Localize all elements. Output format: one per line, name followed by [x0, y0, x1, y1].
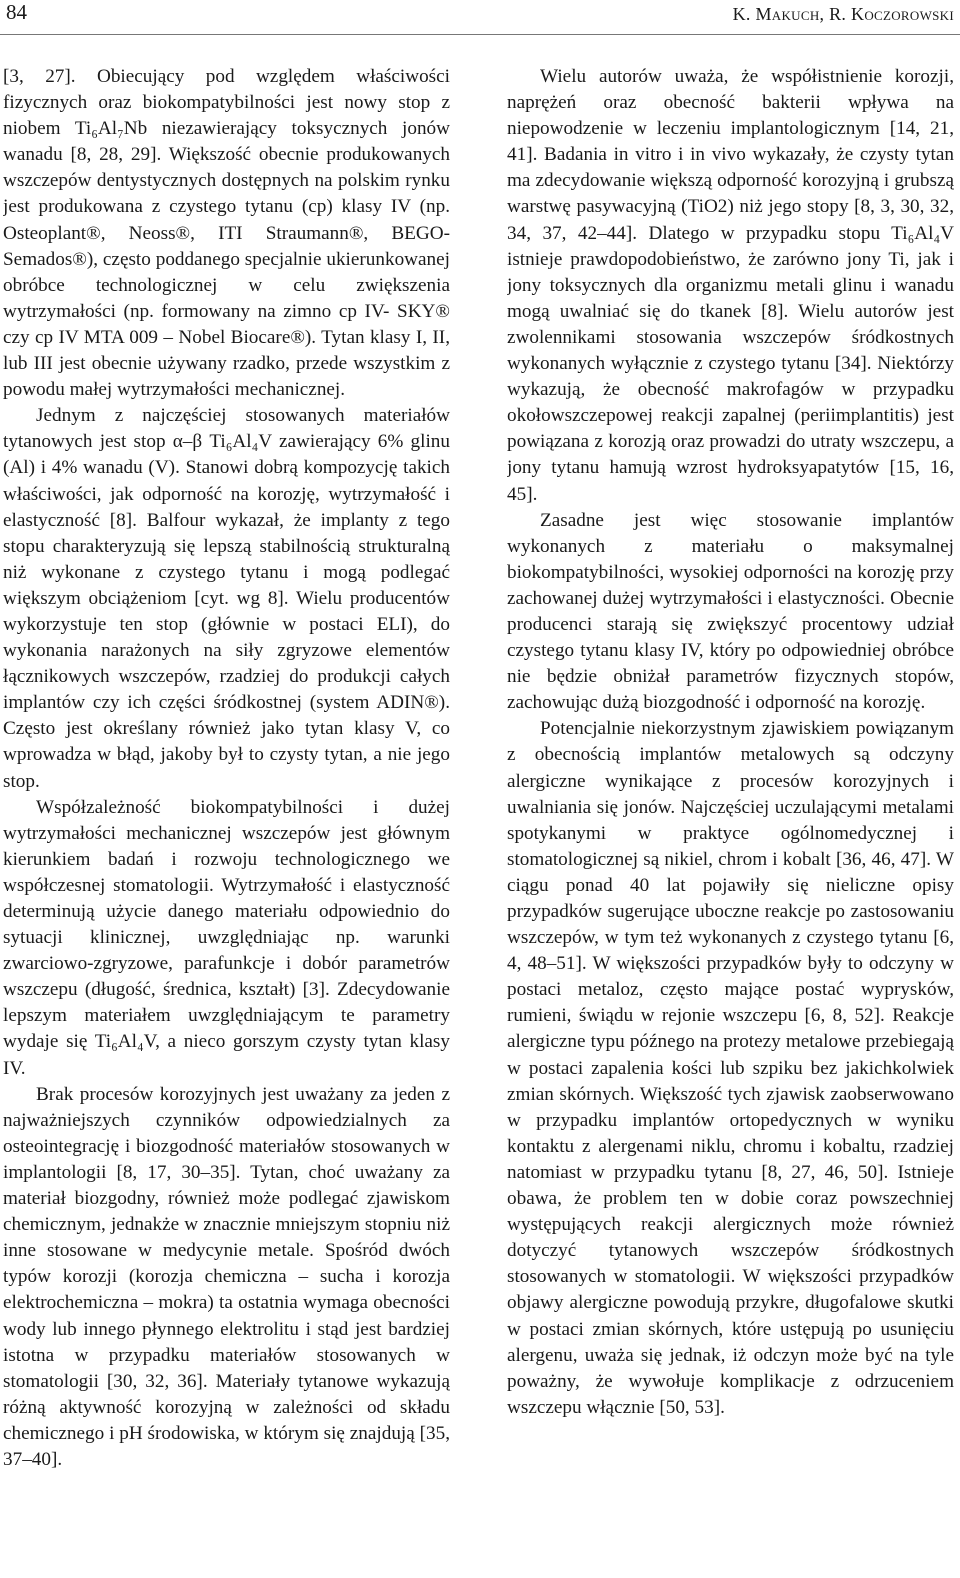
page-number: 84: [6, 0, 27, 24]
paragraph: Potencjalnie niekorzystnym zjawiskiem powiązanym z obecnością implantów metalowych są odczyny alergiczne wynikające z procesów korozyjnych i uwalniania się jonów. Najczęściej uczulającymi metalami spotykanymi w praktyce ogólnomedycznej i stomatologicznej są nikiel, chrom i kobalt [36, 46, 47]. W ciągu ponad 40 lat pojawiły się nieliczne opisy przypadków sugerujące uboczne reakcje po zastosowaniu wszczepów, w tym też wykonanych z czystego tytanu [6, 4, 48–51]. W większości przypadków były to odczyny w postaci metaloz, często mające postać wyprysków, rumieni, świądu w rejonie wszczepu [6, 8, 52]. Reakcje alergiczne typu późnego na protezy metalowe przebiegają w postaci zapalenia kości lub szpiku bez jakichkolwiek zmian skórnych. Większość tych zjawisk zaobserwowano w przypadku implantów ortopedycznych w wyniku kontaktu z alergenami niklu, chromu i kobaltu, rzadziej natomiast w przypadku tytanu [8, 27, 46, 50]. Istnieje obawa, że problem ten w dobie coraz powszechniej występujących reakcji alergicznych może również dotyczyć tytanowych wszczepów śródkostnych stosowanych w stomatologii. W większości przypadków objawy alergiczne powodują przykre, długofalowe skutki w postaci zmian skórnych, które ustępują po usunięciu alergenu, uważa się jednak, iż odczyn może być na tyle poważny, że wywołuje komplikacje z odrzuceniem wszczepu włącznie [50, 53].: [507, 718, 954, 1418]
left-column: [3, 64, 450, 1574]
running-head: K. Makuch, R. Koczorowski: [732, 4, 954, 24]
paragraph: Zasadne jest więc stosowanie implantów wykonanych z materiału o maksymalnej biokompatybilności, wysokiej odporności na korozję przy zachowanej dużej wytrzymałości i elastyczności. Obecnie producenci starają się zwiększyć procentowy udział czystego tytanu klasy IV, który po odpowiedniej obróbce nie będzie obniżał parametrów fizycznych stopów, zachowując dużą biozgodność i odporność na korozję.: [507, 509, 954, 714]
paragraph: Wielu autorów uważa, że współistnienie korozji, naprężeń oraz obecność bakterii wpływa na niepowodzenie w leczeniu implantologicznym [14, 21, 41]. Badania in vitro i in vivo wykazały, że czysty tytan ma zdecydowanie większą odporność korozyjną i grubszą warstwę pasywacyjną (TiO2) niż jego stopy [8, 3, 30, 32, 34, 37, 42–44]. Dlatego w przypadku stopu Ti₆Al₄V istnieje prawdopodobieństwo, że zarówno jony Ti, jak i jony toksycznych dla organizmu metali glinu i wanadu mogą uwalniać się do tkanek [8]. Wielu autorów jest zwolennikami stosowania wszczepów śródkostnych wykonanych wyłącznie z czystego tytanu [34]. Niektórzy wykazują, że obecność makrofagów w przypadku okołowszczepowej reakcji zapalnej (periimplantitis) jest powiązana z korozją oraz prowadzi do utraty wszczepu, a jony tytanu hamują wzrost hydroksyapatytów [15, 16, 45].: [507, 66, 954, 505]
paragraph: [3, 27]. Obiecujący pod względem właściwości fizycznych oraz biokompatybilności jest nowy stop z niobem Ti₆Al₇Nb niezawierający toksycznych jonów wanadu [8, 28, 29]. Większość obecnie produkowanych wszczepów dentystycznych dostępnych na polskim rynku jest produkowana z czystego tytanu (cp) klasy IV (np. Osteoplant®, Neoss®, ITI Straumann®, BEGO-Semados®), często poddanego specjalnie ukierunkowanej obróbce technologicznej w celu zwiększenia wytrzymałości (np. formowany na zimno cp IV- SKY® czy cp IV MTA 009 – Nobel Biocare®). Tytan klasy I, II, lub III jest obecnie używany rzadko, przede wszystkim z powodu małej wytrzymałości mechanicznej.: [3, 66, 450, 401]
paragraph: Jednym z najczęściej stosowanych materiałów tytanowych jest stop α–β Ti₆Al₄V zawierający 6% glinu (Al) i 4% wanadu (V). Stanowi dobrą kompozycję takich właściwości, jak odporność na korozję, wytrzymałość i elastyczność [8]. Balfour wykazał, że implanty z tego stopu charakteryzują się lepszą stabilnością strukturalną niż wykonane z czystego tytanu i mogą podlegać większym obciążeniom [cyt. wg 8]. Wielu producentów wykorzystuje ten stop (głównie w postaci ELI), do wykonania narażonych na siły zgryzowe elementów łącznikowych wszczepów, rzadziej do produkcji całych implantów czy ich części śródkostnej (system ADIN®). Często jest określany również jako tytan klasy V, co wprowadza w błąd, jakoby był to czysty tytan, a nie jego stop.: [3, 405, 450, 792]
header-rule: [0, 34, 960, 35]
right-column: [507, 64, 954, 1574]
paragraph: Brak procesów korozyjnych jest uważany za jeden z najważniejszych czynników odpowiedzialnych za osteointegrację i biozgodność materiałów stosowanych w implantologii [8, 17, 30–35]. Tytan, choć uważany za materiał biozgodny, również może podlegać zjawiskom chemicznym, jednakże w znacznie mniejszym stopniu niż inne stosowane w medycynie metale. Spośród dwóch typów korozji (korozja chemiczna – sucha i korozja elektrochemiczna – mokra) ta ostatnia wymaga obecności wody lub innego płynnego elektrolitu i stąd jest bardziej istotna w przypadku materiałów stosowanych w stomatologii [30, 32, 36]. Materiały tytanowe wykazują różną aktywność korozyjną w zależności od składu chemicznego i pH środowiska, w którym się znajdują [35, 37–40].: [3, 1083, 450, 1470]
paragraph: Współzależność biokompatybilności i dużej wytrzymałości mechanicznej wszczepów jest głównym kierunkiem badań i rozwoju technologicznego we współczesnej stomatologii. Wytrzymałość i elastyczność determinują użycie danego materiału odpowiednio do sytuacji klinicznej, uwzględniając np. warunki zwarciowo-zgryzowe, parafunkcje i dobór parametrów wszczepu (długość, średnica, kształt) [3]. Zdecydowanie lepszym materiałem uwzględniającym te parametry wydaje się Ti₆Al₄V, a nieco gorszym czysty tytan klasy IV.: [3, 796, 450, 1079]
